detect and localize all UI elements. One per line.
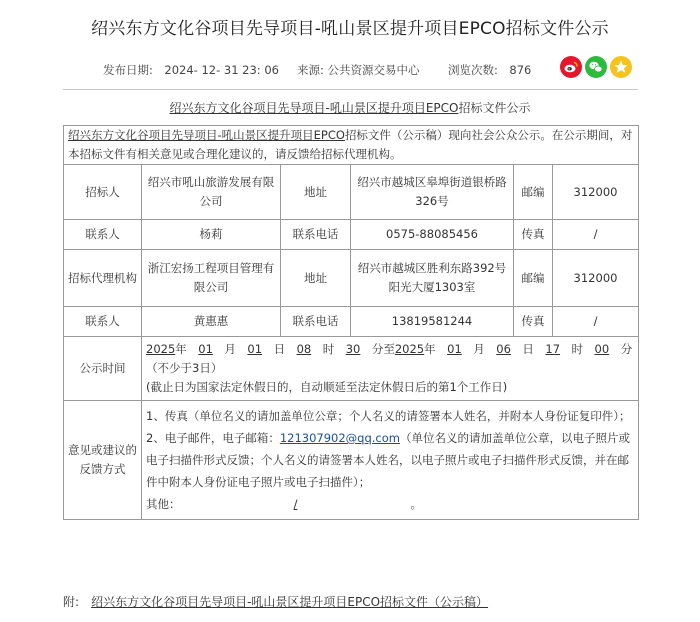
agency-address: 绍兴市越城区胜利东路392号阳光大厦1303室: [351, 250, 514, 307]
agency-postcode: 312000: [553, 250, 639, 307]
notice-subtitle: 绍兴东方文化谷项目先导项目-吼山景区提升项目EPCO招标文件公示: [169, 101, 531, 115]
agency-name: 浙江宏扬工程项目管理有限公司: [142, 250, 281, 307]
postcode-label: 邮编: [514, 165, 553, 220]
tenderer-postcode: 312000: [553, 165, 639, 220]
feedback-fax: 1、传真（单位名义的请加盖单位公章；个人名义的请签署本人姓名，并附本人身份证复印件）；: [146, 409, 631, 423]
notice-table: [63, 125, 639, 520]
publish-date: 发布日期: 2024- 12- 31 23: 06: [103, 63, 279, 77]
table-row: [64, 401, 639, 520]
agency-contact: 黄惠惠: [142, 307, 281, 337]
row-label: 联系人: [64, 220, 142, 250]
fax-label: 传真: [514, 220, 553, 250]
tenderer-fax: /: [553, 220, 639, 250]
holiday-note: (截止日为国家法定休假日的，自动顺延至法定休假日后的第1个工作日): [146, 380, 508, 394]
subtitle-link[interactable]: 绍兴东方文化谷项目先导项目-吼山景区提升项目EPCO: [169, 101, 459, 115]
tenderer-contact: 杨莉: [142, 220, 281, 250]
row-label: 招标代理机构: [64, 250, 142, 307]
tenderer-phone: 0575-88085456: [351, 220, 514, 250]
table-row: [64, 220, 639, 250]
intro-row: [64, 126, 639, 165]
min-days-note: （不少于3日）: [146, 361, 223, 375]
tenderer-name: 绍兴市吼山旅游发展有限公司: [142, 165, 281, 220]
view-count: 浏览次数: 876: [448, 63, 532, 77]
table-row: [64, 165, 639, 220]
feedback-other: 其他： / 。: [146, 497, 422, 511]
page-title: 绍兴东方文化谷项目先导项目-吼山景区提升项目EPCO招标文件公示: [91, 19, 609, 39]
weibo-icon[interactable]: [560, 56, 582, 78]
wechat-icon[interactable]: [585, 56, 607, 78]
source: 来源: 公共资源交易中心: [297, 63, 420, 77]
qzone-icon[interactable]: [610, 56, 632, 78]
address-label: 地址: [281, 250, 351, 307]
period-range: 2025年 01 月 01 日 08 时 30 分至2025年 01 月 06 日 17 时 00 分（不少于3日）: [146, 342, 633, 375]
feedback-email: 2、电子邮件，电子邮箱：121307902@qq.com（单位名义的请加盖单位公章，以电子照片或电子扫描件形式反馈；个人名义的请签署本人姓名，以电子照片或电子扫描件形式反馈，并在邮件中附本人身份证电子照片或电子扫描件）；: [146, 431, 630, 489]
table-row: [64, 337, 639, 401]
agency-phone: 13819581244: [351, 307, 514, 337]
tenderer-address: 绍兴市越城区皋埠街道银桥路326号: [351, 165, 514, 220]
intro-link[interactable]: 绍兴东方文化谷项目先导项目-吼山景区提升项目EPCO: [68, 128, 345, 142]
time-label: 公示时间: [64, 337, 142, 401]
postcode-label: 邮编: [514, 250, 553, 307]
header-divider: [63, 89, 638, 90]
row-label: 联系人: [64, 307, 142, 337]
table-row: [64, 307, 639, 337]
attachment: 附: 绍兴东方文化谷项目先导项目-吼山景区提升项目EPCO招标文件（公示稿）: [63, 595, 489, 609]
public-period: [142, 337, 639, 401]
table-row: [64, 250, 639, 307]
feedback-label: 意见或建议的反馈方式: [64, 401, 142, 520]
intro-text: 绍兴东方文化谷项目先导项目-吼山景区提升项目EPCO招标文件（公示稿）现向社会公众公示。在公示期间，对本招标文件有相关意见或合理化建议的，请反馈给招标代理机构。: [64, 126, 639, 165]
attachment-link[interactable]: 绍兴东方文化谷项目先导项目-吼山景区提升项目EPCO招标文件（公示稿）: [91, 595, 489, 609]
phone-label: 联系电话: [281, 220, 351, 250]
feedback-methods: [142, 401, 639, 520]
phone-label: 联系电话: [281, 307, 351, 337]
fax-label: 传真: [514, 307, 553, 337]
agency-fax: /: [553, 307, 639, 337]
row-label: 招标人: [64, 165, 142, 220]
email-link[interactable]: 121307902@qq.com: [279, 431, 400, 445]
address-label: 地址: [281, 165, 351, 220]
